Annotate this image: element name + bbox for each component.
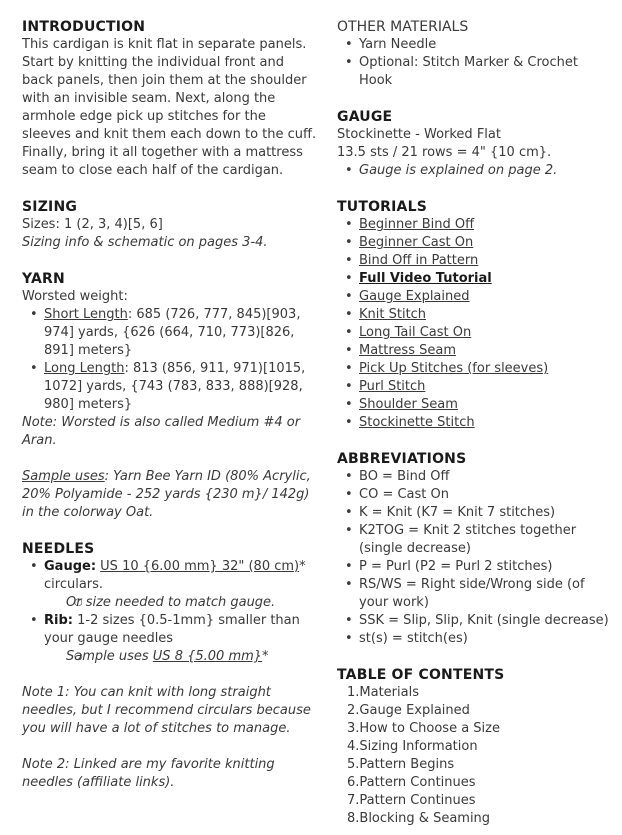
right-column [337, 18, 609, 828]
toc-item[interactable]: 3.How to Choose a Size [347, 721, 500, 736]
needles-list [22, 558, 318, 666]
tutorial-link[interactable]: Mattress Seam [359, 343, 456, 358]
tutorial-link[interactable]: Long Tail Cast On [359, 325, 472, 340]
tutorial-item [337, 360, 609, 378]
needles-note-1: Note 1: You can knit with long straight needles, but I recommend circulars because you will have a lot of stitches to manage. [22, 685, 311, 736]
introduction-text: This cardigan is knit flat in separate panels. Start by knitting the individual front and back panels, then join them at the shoulder with an invisible seam. Next, along the armhole edge pick up stitches for the sleeves and knit them each down to the cuff. Finally, bring it all together with a mattress seam to close each half of the cardigan. [22, 37, 317, 178]
other-material-item: • Yarn Needle [337, 36, 609, 54]
full-video-tutorial-link[interactable]: Full Video Tutorial [359, 271, 492, 286]
abbreviation-item: • SSK = Slip, Slip, Knit (single decrease) [337, 612, 609, 630]
sizing-note: Sizing info & schematic on pages 3-4. [22, 235, 268, 250]
tutorial-item [337, 378, 609, 396]
needles-note-2: Note 2: Linked are my favorite knitting needles (affiliate links). [22, 757, 275, 790]
tutorial-link[interactable]: Purl Stitch [359, 379, 426, 394]
gauge-needle-link[interactable]: US 10 {6.00 mm} 32" (80 cm) [100, 559, 300, 574]
tutorial-item [337, 270, 609, 288]
needles-rib-item: • Rib: 1-2 sizes {0.5-1mm} smaller than your gauge needles ○ Sample uses US 8 {5.00 mm}* [22, 612, 318, 666]
tutorial-item [337, 414, 609, 432]
tutorial-link[interactable]: Bind Off in Pattern [359, 253, 479, 268]
toc-list [337, 684, 609, 828]
tutorial-item [337, 342, 609, 360]
needles-gauge-sub: ○ Or size needed to match gauge. [44, 594, 318, 612]
abbreviations-list [337, 468, 609, 648]
toc-item[interactable]: 2.Gauge Explained [347, 703, 470, 718]
toc-item[interactable]: 1.Materials [347, 685, 419, 700]
sizing-sizes: Sizes: 1 (2, 3, 4)[5, 6] [22, 217, 163, 232]
tutorial-link[interactable]: Stockinette Stitch [359, 415, 475, 430]
tutorial-link[interactable]: Pick Up Stitches (for sleeves) [359, 361, 549, 376]
needles-heading: NEEDLES [22, 541, 95, 557]
tutorial-item [337, 216, 609, 234]
toc-heading: TABLE OF CONTENTS [337, 667, 505, 683]
tutorial-item [337, 288, 609, 306]
needles-gauge-item: • Gauge: US 10 {6.00 mm} 32" (80 cm)* circulars. ○ Or size needed to match gauge. [22, 558, 318, 612]
long-length-link[interactable]: Long Length [44, 361, 125, 376]
yarn-sample: Sample uses: Yarn Bee Yarn ID (80% Acrylic, 20% Polyamide - 252 yards {230 m}/ 142g) in the colorway Oat. [22, 469, 311, 520]
abbreviation-item: • K2TOG = Knit 2 stitches together (single decrease) [337, 522, 609, 558]
needles-rib-sub: ○ Sample uses US 8 {5.00 mm}* [44, 648, 318, 666]
yarn-note: Note: Worsted is also called Medium #4 or Aran. [22, 415, 301, 448]
gauge-note: • Gauge is explained on page 2. [337, 162, 609, 180]
gauge-heading: GAUGE [337, 109, 393, 125]
tutorial-item [337, 324, 609, 342]
tutorial-item [337, 306, 609, 324]
sizing-heading: SIZING [22, 199, 78, 215]
abbreviation-item: • CO = Cast On [337, 486, 609, 504]
gauge-line-2: 13.5 sts / 21 rows = 4" {10 cm}. [337, 145, 552, 160]
toc-item[interactable]: 6.Pattern Continues [347, 775, 476, 790]
toc-item[interactable]: 8.Blocking & Seaming [347, 811, 491, 826]
toc-item[interactable]: 7.Pattern Continues [347, 793, 476, 808]
toc-item[interactable]: 4.Sizing Information [347, 739, 478, 754]
short-length-link[interactable]: Short Length [44, 307, 128, 322]
yarn-short-length: • Short Length: 685 (726, 777, 845)[903, 974] yards, {626 (664, 710, 773)[826, 891] meters} [22, 306, 318, 360]
yarn-long-length: • Long Length: 813 (856, 911, 971)[1015, 1072] yards, {743 (783, 833, 888)[928, 980] meters} [22, 360, 318, 414]
other-materials-heading: OTHER MATERIALS [337, 19, 469, 35]
tutorial-link[interactable]: Shoulder Seam [359, 397, 458, 412]
abbreviation-item: • RS/WS = Right side/Wrong side (of your work) [337, 576, 609, 612]
tutorial-item [337, 396, 609, 414]
abbreviation-item: • K = Knit (K7 = Knit 7 stitches) [337, 504, 609, 522]
tutorial-item [337, 252, 609, 270]
gauge-line-1: Stockinette - Worked Flat [337, 127, 501, 142]
abbreviation-item: • P = Purl (P2 = Purl 2 stitches) [337, 558, 609, 576]
rib-needle-link[interactable]: US 8 {5.00 mm} [152, 649, 263, 664]
sample-uses-link[interactable]: Sample uses [22, 469, 105, 484]
other-material-item: • Optional: Stitch Marker & Crochet Hook [337, 54, 609, 90]
tutorial-link[interactable]: Beginner Bind Off [359, 217, 475, 232]
abbreviations-heading: ABBREVIATIONS [337, 451, 467, 467]
abbreviation-item: • st(s) = stitch(es) [337, 630, 609, 648]
tutorials-heading: TUTORIALS [337, 199, 427, 215]
tutorial-link[interactable]: Beginner Cast On [359, 235, 474, 250]
yarn-weight: Worsted weight: [22, 289, 128, 304]
tutorials-list [337, 216, 609, 432]
abbreviation-item: • BO = Bind Off [337, 468, 609, 486]
yarn-heading: YARN [22, 271, 65, 287]
yarn-list [22, 306, 318, 414]
other-materials-list [337, 36, 609, 90]
tutorial-link[interactable]: Knit Stitch [359, 307, 427, 322]
toc-item[interactable]: 5.Pattern Begins [347, 757, 455, 772]
left-column [22, 18, 318, 792]
gauge-list [337, 162, 609, 180]
tutorial-link[interactable]: Gauge Explained [359, 289, 470, 304]
tutorial-item [337, 234, 609, 252]
introduction-heading: INTRODUCTION [22, 19, 146, 35]
